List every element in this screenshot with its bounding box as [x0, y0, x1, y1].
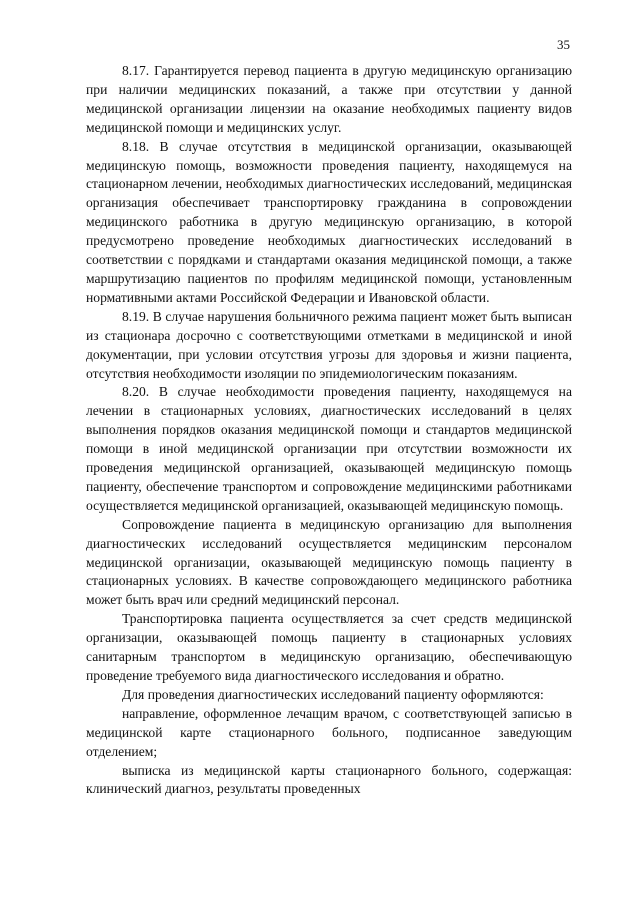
paragraph-8-19: 8.19. В случае нарушения больничного режима пациент может быть выписан из стационара досрочно с соответствующими отметками в медицинской и иной документации, при условии отсутствия угрозы для здоровья и жизни пациента, отсутствия необходимости изоляции по эпидемиологическим показаниям. [86, 308, 572, 381]
page-number: 35 [557, 37, 570, 52]
paragraph-8-18: 8.18. В случае отсутствия в медицинской организации, оказывающей медицинскую помощь, возможности проведения пациенту, находящемуся на стационарном лечении, необходимых диагностических исследований, медицинская организация обеспечивает транспортировку гражданина в сопровождении медицинского работника в другую медицинскую организацию, в которой предусмотрено проведение необходимых диагностических исследований в соответствии с порядками и стандартами оказания медицинской помощи, а также маршрутизацию пациентов по профилям медицинской помощи, установленным нормативными актами Российской Федерации и Ивановской области. [86, 138, 572, 305]
paragraph-documents-intro: Для проведения диагностических исследований пациенту оформляются: [122, 686, 544, 702]
document-body [86, 62, 572, 799]
paragraph-8-20: 8.20. В случае необходимости проведения пациенту, находящемуся на лечении в стационарных условиях, диагностических исследований в целях выполнения порядков оказания медицинской помощи и стандартов медицинской помощи в иной медицинской организации при отсутствии возможности их проведения медицинской организацией, оказывающей медицинскую помощь пациенту, обеспечение транспортом и сопровождение медицинскими работниками осуществляется медицинской организацией, оказывающей медицинскую помощь. [86, 384, 572, 513]
paragraph-transport: Транспортировка пациента осуществляется за счет средств медицинской организации, оказывающей помощь пациенту в стационарных условиях санитарным транспортом в медицинскую организацию, обеспечивающую проведение требуемого вида диагностического исследования и обратно. [86, 611, 572, 683]
paragraph-extract: выписка из медицинской карты стационарного больного, содержащая: клинический диагноз, результаты проведенных [86, 762, 572, 797]
paragraph-referral: направление, оформленное лечащим врачом, с соответствующей записью в медицинской карте стационарного больного, подписанное заведующим отделением; [86, 705, 572, 759]
paragraph-escort: Сопровождение пациента в медицинскую организацию для выполнения диагностических исследований осуществляется медицинским персоналом медицинской организации, оказывающей медицинскую помощь пациенту в стационарных условиях. В качестве сопровождающего медицинского работника может быть врач или средний медицинский персонал. [86, 516, 572, 608]
paragraph-8-17: 8.17. Гарантируется перевод пациента в другую медицинскую организацию при наличии медицинских показаний, а также при отсутствии у данной медицинской организации лицензии на оказание необходимых пациенту видов медицинской помощи и медицинских услуг. [86, 63, 572, 135]
